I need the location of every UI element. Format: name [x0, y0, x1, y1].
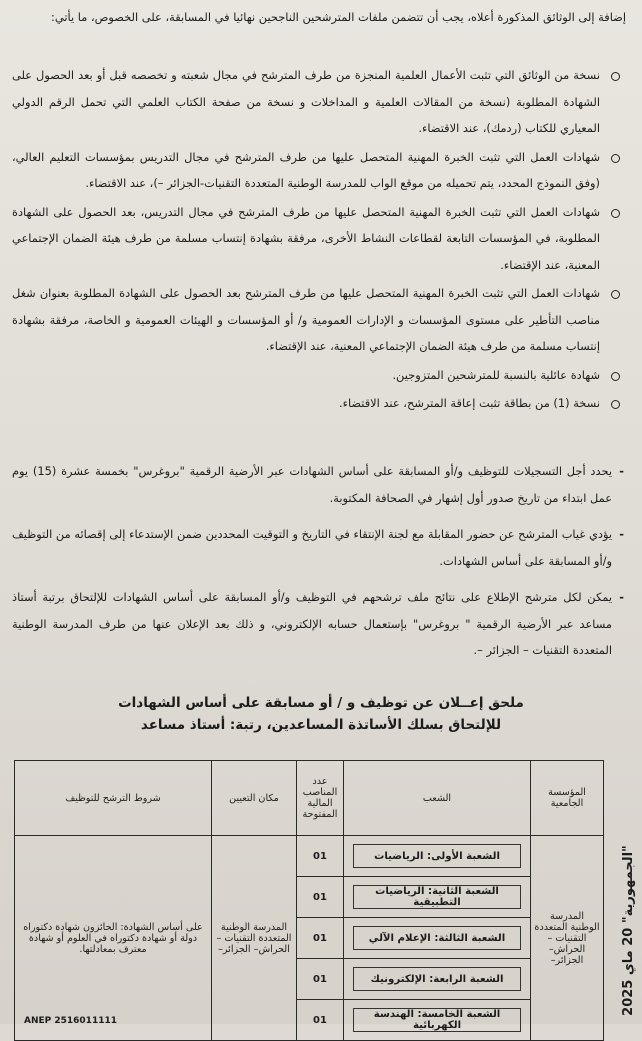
- header-count: عدد المناصب المالية المفتوحة: [297, 761, 344, 836]
- specialty-cell: الشعبة الأولى: الرياضيات: [353, 844, 521, 868]
- annex-title-line-1: ملحق إعــلان عن توظيف و / أو مسابقة على أساس الشهادات: [118, 695, 524, 711]
- table-row: [15, 836, 604, 877]
- header-specialty: الشعب: [344, 761, 531, 836]
- annex-title-line-2: للإلتحاق بسلك الأساتذة المساعدين، رتبة: أستاذ مساعد: [140, 717, 502, 733]
- specialty-cell: الشعبة الخامسة: الهندسة الكهربائية: [353, 1008, 521, 1032]
- positions-table: [14, 760, 604, 1041]
- count-cell: 01: [297, 918, 344, 959]
- count-cell: 01: [297, 1000, 344, 1041]
- list-item: نسخة من الوثائق التي تثبت الأعمال العلمية المنجزة من طرف المترشح في مجال شعبته و تخصصه قبل أو بعد الحصول على الشهادة المطلوبة (نسخة من المقالات العلمية و المداخلات و نسخة من صفحة الكتاب العلمي التي تحمل الرقم الدولي المعياري للكتاب (ردمك)، عند الاقتضاء.: [12, 62, 626, 142]
- place-cell: المدرسة الوطنية المتعددة التقنيات –الحراش– الجزائر–: [212, 836, 297, 1041]
- specialty-cell: الشعبة الثانية: الرياضيات التطبيقية: [353, 885, 521, 909]
- conditions-cell: على أساس الشهادة: الحائزون شهادة دكتوراه دولة أو شهادة دكتوراه في العلوم أو شهادة معترف بمعادلتها.: [15, 836, 212, 1041]
- table-header-row: [15, 761, 604, 836]
- count-cell: 01: [297, 959, 344, 1000]
- list-item: شهادات العمل التي تثبت الخبرة المهنية المتحصل عليها من طرف المترشح في مجال التدريس، بعد الحصول على الشهادة المطلوبة، في المؤسسات التابعة لقطاعات النشاط الأخرى، مرفقة بشهادة إنتساب مسلمة من طرف هيئة الضمان الإجتماعي المعنية، عند الإقتضاء.: [12, 199, 626, 279]
- header-conditions: شروط الترشح للتوظيف: [15, 761, 212, 836]
- list-item: شهادة عائلية بالنسبة للمترشحين المتزوجين.: [12, 362, 626, 389]
- conditions-list: [12, 458, 626, 674]
- list-item: - يمكن لكل مترشح الإطلاع على نتائج ملف ترشحهم في التوظيف و/أو المسابقة على أساس الشهادات للإلتحاق برتبة أستاذ مساعد عبر الأرضية الرقمية " بروغرس" بإستعمال حسابه الإلكتروني، و ذلك بعد الإعلان عنها من طرف المدرسة الوطنية المتعددة التقنيات – الجزائر –.: [12, 584, 626, 664]
- list-item: نسخة (1) من بطاقة تثبت إعاقة المترشح، عند الاقتضاء.: [12, 390, 626, 417]
- newspaper-date-label: [618, 840, 638, 1020]
- specialty-cell: الشعبة الثالثة: الإعلام الآلي: [353, 926, 521, 950]
- count-cell: 01: [297, 836, 344, 877]
- list-item: - يحدد أجل التسجيلات للتوظيف و/أو المسابقة على أساس الشهادات عبر الأرضية الرقمية "بروغرس" بخمسة عشرة (15) يوم عمل ابتداء من تاريخ صدور أول إشهار في الصحافة المكتوبة.: [12, 458, 626, 511]
- newspaper-date-text: "الجمهورية" 20 ماي 2025: [620, 844, 636, 1016]
- intro-paragraph: إضافة إلى الوثائق المذكورة أعلاه، يجب أن تتضمن ملفات المترشحين الناجحين نهائيا في المسابقة، على الخصوص، ما يأتي:: [51, 10, 626, 24]
- list-item: شهادات العمل التي تثبت الخبرة المهنية المتحصل عليها من طرف المترشح في مجال التدريس بمؤسسات التعليم العالي، (وفق النموذج المحدد، يتم تحميله من موقع الواب للمدرسة الوطنية المتعددة التقنيات-الجزائر –)، عند الاقتضاء.: [12, 144, 626, 197]
- specialty-cell: الشعبة الرابعة: الإلكترونيك: [353, 967, 521, 991]
- header-place: مكان التعيين: [212, 761, 297, 836]
- footer-code: ANEP 2516011111: [24, 1016, 117, 1024]
- required-documents-list: [12, 62, 626, 419]
- count-cell: 01: [297, 877, 344, 918]
- header-institution: المؤسسة الجامعية: [531, 761, 604, 836]
- list-item: شهادات العمل التي تثبت الخبرة المهنية المتحصل عليها من طرف المترشح بعد الحصول على الشهادة المطلوبة بعنوان شغل مناصب التأطير على مستوى المؤسسات و الإدارات العمومية و/ أو المؤسسات و الهيئات العمومية و الخاصة، مرفقة بشهادة إنتساب مسلمة من طرف هيئة الضمان الإجتماعي المعنية، عند الإقتضاء.: [12, 280, 626, 360]
- list-item: - يؤدي غياب المترشح عن حضور المقابلة مع لجنة الإنتقاء في التاريخ و التوقيت المحددين ضمن الإستدعاء إلى إقصائه من التوظيف و/أو المسابقة على أساس الشهادات.: [12, 521, 626, 574]
- institution-cell: المدرسة الوطنية المتعددة التقنيات –الحراش–الجزائر–: [531, 836, 604, 1041]
- annex-title: [80, 692, 562, 736]
